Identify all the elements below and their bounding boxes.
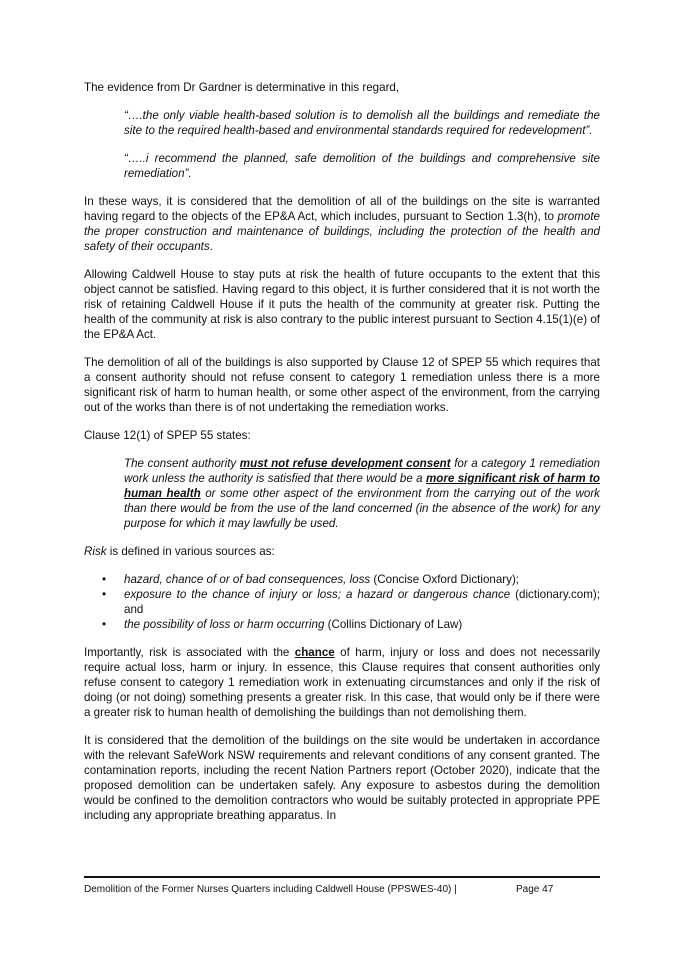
paragraph-sepp-support: The demolition of all of the buildings is also supported by Clause 12 of SPEP 55 which requires that a consent authority should not refuse consent to category 1 remediation unless there is a more significant risk of harm to human health, or some other aspect of the environment, from the carrying out of the works than there is of not undertaking the remediation works.	[84, 356, 600, 414]
page-number: Page 47	[516, 884, 554, 895]
page-footer	[84, 876, 600, 895]
paragraph-objects: In these ways, it is considered that the demolition of all of the buildings on the site is warranted having regard to the objects of the EP&A Act, which includes, pursuant to Section 1.3(h), to promote the proper construction and maintenance of buildings, including the protection of the health and safety of their occupants.	[84, 195, 600, 253]
quote-clause-12: The consent authority must not refuse development consent for a category 1 remediation work unless the authority is satisfied that there would be a more significant risk of harm to human health or some other aspect of the environment from the carrying out of the work than there would be from the use of the land concerned (in the absence of the work) for any purpose for which it may lawfully be used.	[124, 457, 601, 530]
paragraph-caldwell-house: Allowing Caldwell House to stay puts at risk the health of future occupants to the extent that this object cannot be satisfied. Having regard to this object, it is further considered that it is not worth the risk of retaining Caldwell House if it puts the health of the community at greater risk. Putting the health of the community at risk is also contrary to the public interest pursuant to Section 4.15(1)(e) of the EP&A Act.	[84, 268, 600, 341]
paragraph-clause-intro: Clause 12(1) of SPEP 55 states:	[84, 429, 251, 442]
risk-definitions-list	[84, 572, 600, 632]
paragraph-evidence: The evidence from Dr Gardner is determinative in this regard,	[84, 81, 400, 94]
paragraph-safework: It is considered that the demolition of the buildings on the site would be undertaken in accordance with the relevant SafeWork NSW requirements and relevant conditions of any consent granted. The contamination reports, including the recent Nation Partners report (October 2020), indicate that the proposed demolition can be undertaken safely. Any exposure to asbestos during the demolition would be confined to the demolition contractors who would be suitably protected in appropriate PPE including any appropriate breathing apparatus. In	[84, 734, 600, 822]
paragraph-chance: Importantly, risk is associated with the chance of harm, injury or loss and does not necessarily require actual loss, harm or injury. In essence, this Clause requires that consent authorities only refuse consent to category 1 remediation work in extenuating circumstances and only if the risk of doing (or not doing) something presents a greater risk. In this case, that would only be if there were a greater risk to human health of demolishing the buildings than not demolishing them.	[84, 646, 600, 719]
list-item: • hazard, chance of or of bad consequences, loss (Concise Oxford Dictionary);	[102, 573, 520, 586]
bullet-icon: •	[102, 588, 107, 601]
bullet-icon: •	[102, 618, 107, 631]
bullet-icon: •	[102, 573, 107, 586]
paragraph-risk-definition: Risk is defined in various sources as:	[84, 545, 275, 558]
document-page	[84, 80, 600, 836]
quote-gardner-1: “….the only viable health-based solution is to demolish all the buildings and remediate the site to the required health-based and environmental standards required for redevelopment”.	[124, 109, 600, 137]
list-item: • the possibility of loss or harm occurring (Collins Dictionary of Law)	[102, 618, 463, 631]
list-item: • exposure to the chance of injury or loss; a hazard or dangerous chance (dictionary.com); and	[102, 588, 600, 616]
quote-gardner-2: “…..i recommend the planned, safe demolition of the buildings and comprehensive site remediation”.	[124, 152, 600, 180]
footer-title: Demolition of the Former Nurses Quarters including Caldwell House (PPSWES-40) |	[84, 884, 457, 895]
